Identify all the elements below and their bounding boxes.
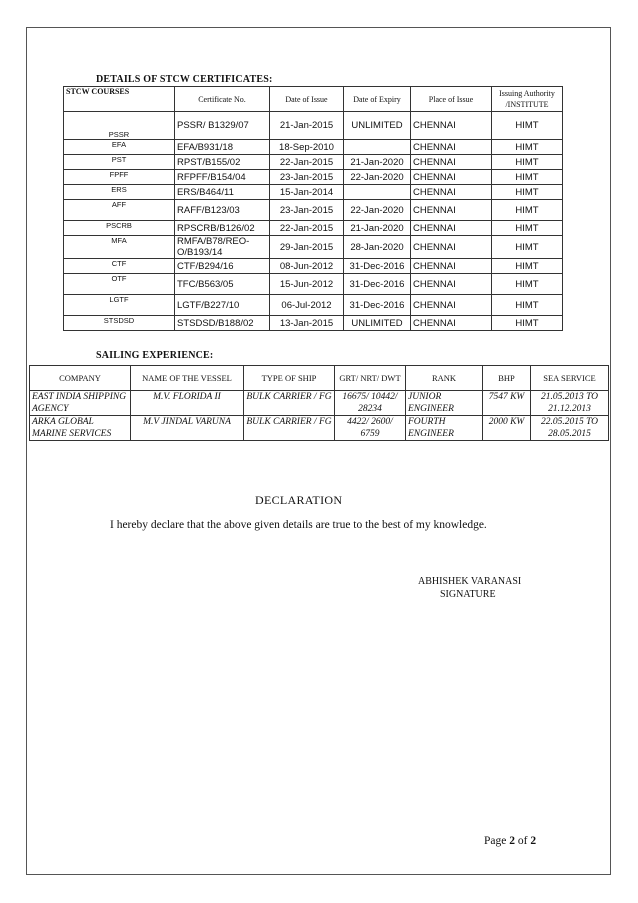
certificate-no-cell: RFPFF/B154/04	[175, 170, 270, 185]
sailing-row	[30, 416, 609, 441]
date-of-issue-cell: 23-Jan-2015	[270, 170, 344, 185]
header-ship-type: TYPE OF SHIP	[244, 366, 335, 391]
signature-label: SIGNATURE	[440, 589, 496, 600]
date-of-issue-cell: 22-Jan-2015	[270, 221, 344, 236]
certificate-no-cell: RAFF/B123/03	[175, 200, 270, 221]
issuing-authority-cell: HIMT	[492, 221, 563, 236]
sea-service-cell: 22.05.2015 TO 28.05.2015	[531, 416, 609, 441]
signatory-name: ABHISHEK VARANASI	[418, 576, 522, 587]
date-of-expiry-cell: 21-Jan-2020	[344, 155, 411, 170]
place-of-issue-cell: CHENNAI	[411, 155, 492, 170]
stcw-course-cell: PST	[64, 155, 175, 170]
header-date-of-issue: Date of Issue	[270, 87, 344, 112]
stcw-course-cell: AFF	[64, 200, 175, 221]
sailing-heading: SAILING EXPERIENCE:	[96, 350, 214, 361]
ship-type-cell: BULK CARRIER / FG	[244, 391, 335, 416]
stcw-course-cell: OTF	[64, 274, 175, 295]
certificate-no-cell: ERS/B464/11	[175, 185, 270, 200]
rank-cell: JUNIOR ENGINEER	[406, 391, 483, 416]
place-of-issue-cell: CHENNAI	[411, 200, 492, 221]
date-of-issue-cell: 15-Jan-2014	[270, 185, 344, 200]
stcw-course-cell: MFA	[64, 236, 175, 259]
place-of-issue-cell: CHENNAI	[411, 140, 492, 155]
issuing-authority-cell: HIMT	[492, 185, 563, 200]
date-of-issue-cell: 08-Jun-2012	[270, 259, 344, 274]
stcw-row	[64, 259, 563, 274]
date-of-expiry-cell: UNLIMITED	[344, 112, 411, 140]
sailing-experience-table	[29, 365, 609, 441]
stcw-course-cell: FPFF	[64, 170, 175, 185]
issuing-authority-cell: HIMT	[492, 112, 563, 140]
page-number	[484, 835, 536, 847]
place-of-issue-cell: CHENNAI	[411, 170, 492, 185]
date-of-issue-cell: 23-Jan-2015	[270, 200, 344, 221]
issuing-authority-cell: HIMT	[492, 200, 563, 221]
place-of-issue-cell: CHENNAI	[411, 112, 492, 140]
stcw-row	[64, 236, 563, 259]
header-certificate-no: Certificate No.	[175, 87, 270, 112]
sailing-header-row	[30, 366, 609, 391]
stcw-course-cell: PSSR	[64, 112, 175, 140]
vessel-name-cell: M.V. FLORIDA II	[131, 391, 244, 416]
stcw-header-row	[64, 87, 563, 112]
date-of-expiry-cell	[344, 140, 411, 155]
header-issuing-authority: Issuing Authority /INSTITUTE	[492, 87, 563, 112]
stcw-row	[64, 274, 563, 295]
date-of-issue-cell: 13-Jan-2015	[270, 316, 344, 331]
page-prefix: Page	[484, 835, 510, 847]
place-of-issue-cell: CHENNAI	[411, 185, 492, 200]
header-stcw-courses: STCW COURSES	[64, 87, 175, 112]
header-sea-service: SEA SERVICE	[531, 366, 609, 391]
ship-type-cell: BULK CARRIER / FG	[244, 416, 335, 441]
certificate-no-cell: PSSR/ B1329/07	[175, 112, 270, 140]
certificate-no-cell: STSDSD/B188/02	[175, 316, 270, 331]
stcw-course-cell: ERS	[64, 185, 175, 200]
header-rank: RANK	[406, 366, 483, 391]
certificate-no-cell: TFC/B563/05	[175, 274, 270, 295]
date-of-issue-cell: 29-Jan-2015	[270, 236, 344, 259]
header-date-of-expiry: Date of Expiry	[344, 87, 411, 112]
date-of-expiry-cell: 31-Dec-2016	[344, 274, 411, 295]
date-of-issue-cell: 18-Sep-2010	[270, 140, 344, 155]
bhp-cell: 7547 KW	[483, 391, 531, 416]
date-of-expiry-cell: 31-Dec-2016	[344, 259, 411, 274]
stcw-row	[64, 200, 563, 221]
bhp-cell: 2000 KW	[483, 416, 531, 441]
date-of-issue-cell: 22-Jan-2015	[270, 155, 344, 170]
date-of-expiry-cell: 22-Jan-2020	[344, 170, 411, 185]
place-of-issue-cell: CHENNAI	[411, 295, 492, 316]
issuing-authority-cell: HIMT	[492, 274, 563, 295]
declaration-title: DECLARATION	[255, 493, 343, 507]
stcw-row	[64, 221, 563, 236]
page-middle: of	[514, 835, 531, 847]
page-current: 2	[509, 835, 515, 847]
stcw-course-cell: PSCRB	[64, 221, 175, 236]
rank-cell: FOURTH ENGINEER	[406, 416, 483, 441]
place-of-issue-cell: CHENNAI	[411, 259, 492, 274]
date-of-issue-cell: 21-Jan-2015	[270, 112, 344, 140]
stcw-certificates-table	[63, 86, 563, 331]
place-of-issue-cell: CHENNAI	[411, 221, 492, 236]
declaration-text: I hereby declare that the above given details are true to the best of my knowledge.	[110, 519, 487, 531]
tonnage-cell: 16675/ 10442/ 28234	[335, 391, 406, 416]
issuing-authority-cell: HIMT	[492, 155, 563, 170]
issuing-authority-cell: HIMT	[492, 236, 563, 259]
certificate-no-cell: LGTF/B227/10	[175, 295, 270, 316]
page-total: 2	[530, 835, 537, 847]
header-place-of-issue: Place of Issue	[411, 87, 492, 112]
issuing-authority-cell: HIMT	[492, 295, 563, 316]
certificate-no-cell: EFA/B931/18	[175, 140, 270, 155]
certificate-no-cell: RPST/B155/02	[175, 155, 270, 170]
sea-service-cell: 21.05.2013 TO 21.12.2013	[531, 391, 609, 416]
stcw-course-cell: STSDSD	[64, 316, 175, 331]
certificate-no-cell: RMFA/B78/REO-O/B193/14	[175, 236, 270, 259]
stcw-row	[64, 316, 563, 331]
stcw-row	[64, 185, 563, 200]
stcw-row	[64, 140, 563, 155]
header-tonnage: GRT/ NRT/ DWT	[335, 366, 406, 391]
stcw-course-cell: EFA	[64, 140, 175, 155]
date-of-issue-cell: 06-Jul-2012	[270, 295, 344, 316]
stcw-course-cell: CTF	[64, 259, 175, 274]
stcw-row	[64, 155, 563, 170]
stcw-course-cell: LGTF	[64, 295, 175, 316]
company-cell: EAST INDIA SHIPPING AGENCY	[30, 391, 131, 416]
date-of-expiry-cell: 22-Jan-2020	[344, 200, 411, 221]
header-company: COMPANY	[30, 366, 131, 391]
place-of-issue-cell: CHENNAI	[411, 236, 492, 259]
stcw-row	[64, 112, 563, 140]
date-of-expiry-cell	[344, 185, 411, 200]
place-of-issue-cell: CHENNAI	[411, 316, 492, 331]
date-of-expiry-cell: UNLIMITED	[344, 316, 411, 331]
issuing-authority-cell: HIMT	[492, 259, 563, 274]
header-vessel-name: NAME OF THE VESSEL	[131, 366, 244, 391]
vessel-name-cell: M.V JINDAL VARUNA	[131, 416, 244, 441]
certificate-no-cell: RPSCRB/B126/02	[175, 221, 270, 236]
date-of-expiry-cell: 31-Dec-2016	[344, 295, 411, 316]
date-of-expiry-cell: 21-Jan-2020	[344, 221, 411, 236]
stcw-row	[64, 170, 563, 185]
tonnage-cell: 4422/ 2600/ 6759	[335, 416, 406, 441]
issuing-authority-cell: HIMT	[492, 316, 563, 331]
issuing-authority-cell: HIMT	[492, 140, 563, 155]
place-of-issue-cell: CHENNAI	[411, 274, 492, 295]
issuing-authority-cell: HIMT	[492, 170, 563, 185]
certificate-no-cell: CTF/B294/16	[175, 259, 270, 274]
date-of-issue-cell: 15-Jun-2012	[270, 274, 344, 295]
date-of-expiry-cell: 28-Jan-2020	[344, 236, 411, 259]
sailing-row	[30, 391, 609, 416]
stcw-row	[64, 295, 563, 316]
company-cell: ARKA GLOBAL MARINE SERVICES	[30, 416, 131, 441]
header-bhp: BHP	[483, 366, 531, 391]
stcw-heading: DETAILS OF STCW CERTIFICATES:	[96, 74, 273, 85]
